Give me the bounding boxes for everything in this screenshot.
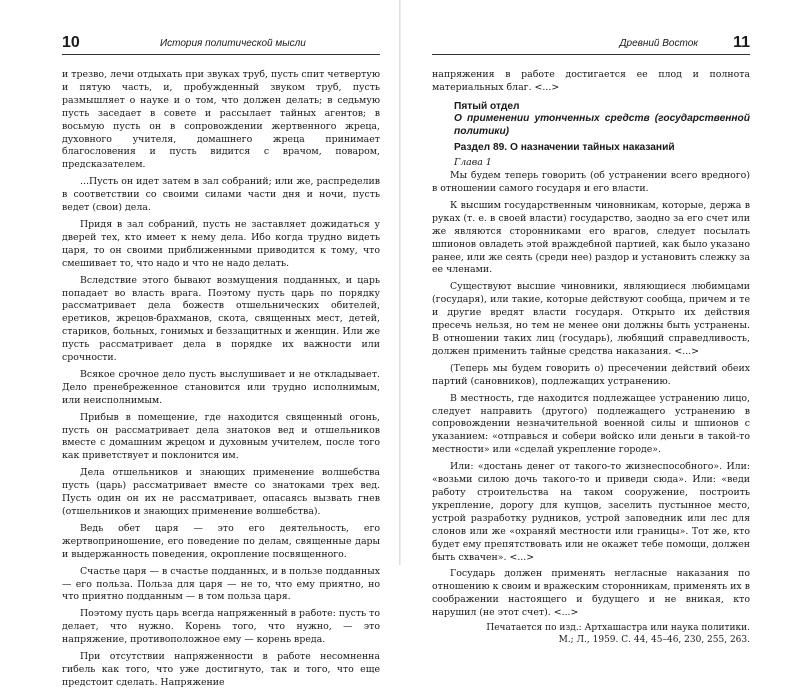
left-page-body [62,69,380,690]
paragraph: Ведь обет царя — это его деятельность, его жертвоприношение, его поведение по делам, священные дары и выдержанность поведения, окропление посвященного. [62,522,380,560]
citation-line: Печатается по изд.: Артхашастра или наука политики. [486,623,750,634]
paragraph: В местность, где находится подлежащее устранению лицо, следует направить (другого) подлежащего устранению в сопровождении незначительной военной силы и шпионов с указанием: «отправься и собери войско или деньги в такой-то местности» или «сделай укрепление городе». [432,392,750,456]
paragraph: и трезво, лечи отдыхать при звуках труб, пусть спит четвертую и пятую часть, и, пробужденный звуком труб, пусть размышляет о науке и о том, что должен делать; в седьмую пусть заседает в совете и рассылает тайных агентов; в восьмую пусть он в сопровождении жертвенного жреца, духовного учителя, домашнего жреца принимает благословения и пусть видится с врачом, поваром, предсказателем. [62,69,380,171]
paragraph: ...Пусть он идет затем в зал собраний; или же, распределив в соответствии со своими силами части дня и ночи, пусть ведет (свои) дела. [62,176,380,214]
paragraph: Существуют высшие чиновники, являющиеся любимцами (государя), или такие, которые действуют сообща, причем и те и другие вредят власти государя. Открыто их действия пресечь нельзя, но тем не менее они должны быть устранены. В отношении таких лиц (государь), любящий справедливость, должен применить тайные средства наказания. <...> [432,281,750,357]
right-page-body [432,69,750,646]
paragraph: Счастье царя — в счастье подданных, и в пользе подданных — его польза. Польза для царя — не то, что ему приятно, но что приятно подданным — в том польза царя. [62,565,380,603]
paragraph: К высшим государственным чиновникам, которые, держа в руках (т. е. в своей власти) государство, заодно за его счет или же являются сторонниками его врагов, следует посылать шпионов овладеть этой враждебной партией, как было указано ранее, или же сеять (среди нее) раздор и установить слежку за ее членами. [432,199,750,276]
right-page [400,0,800,646]
left-page [0,0,400,688]
citation [432,622,750,646]
paragraph: Всякое срочное дело пусть выслушивает и не откладывает. Дело пренебреженное становится или трудно исполнимым, или неисполнимым. [62,368,380,406]
running-head: Древний Восток [619,38,698,49]
right-page-header [432,30,750,55]
section-title: Пятый отдел [454,100,520,112]
paragraph: Придя в зал собраний, пусть не заставляет дожидаться у дверей тех, кто имеет к нему дела. Ибо когда трудно видеть царя, то он своими приближенными приводится к тому, что смешивает то, что надо и что не надо делать. [62,218,380,269]
left-page-header [62,30,380,55]
paragraph: При отсутствии напряженности в работе несомненна гибель как того, что уже достигнуто, так и того, что еще предстоит сделать. Напряжение [62,651,380,688]
paragraph: (Теперь мы будем говорить о) пресечении действий обеих партий (сановников), подлежащих устранению. [432,362,750,387]
chapter-heading: Раздел 89. О назначении тайных наказаний [454,142,675,154]
page-number: 10 [62,34,80,51]
paragraph: Мы будем теперь говорить (об устранении всего вредного) в отношении самого государя и его власти. [432,170,750,195]
paragraph: Или: «достань денег от такого-то жизнеспособного». Или: «возьми силою дочь такого-то и приведи сюда». Или: «веди работу строительства на таком сооружение, построить укрепление, дорогу для купцов, заселить пустынное место, устрой разработку рудников, устрой заповедник или лес для слонов или же «охраняй местности или границы». Тот же, кто будет ему препятствовать или не окажет тебе помощи, должен быть схвачен». <...> [432,461,750,563]
chapter-label: Глава 1 [454,157,492,169]
section-heading [454,101,750,139]
paragraph: Государь должен применять негласные наказания по отношению к своим и вражеским сторонникам, применять их в соображении настоящего и будущего и не вникая, кто нарушил (не этот счет). <...> [432,568,750,619]
paragraph: напряжения в работе достигается ее плод и полнота материальных благ. <...> [432,69,750,93]
running-head: История политической мысли [160,38,306,49]
paragraph: Прибыв в помещение, где находится священный огонь, пусть он рассматривает дела знатоков вед и отшельников вместе с домашним жрецом и духовным учителем, после того как приветствует и поклонится им. [62,411,380,462]
section-subtitle: О применении утонченных средств (государственной политики) [454,113,750,137]
citation-line: М.; Л., 1959. С. 44, 45–46, 230, 255, 263. [558,635,750,646]
page-number: 11 [733,34,750,51]
paragraph: Вследствие этого бывают возмущения подданных, и царь попадает во власть врага. Поэтому пусть царь по порядку рассматривает дела божеств отшельнических обителей, еретиков, жрецов-брахманов, скота, священных мест, детей, стариков, больных, гонимых и беззащитных и женщин. Или же пусть рассматривает дела в порядке их важности или срочности. [62,274,380,364]
paragraph: Поэтому пусть царь всегда напряженный в работе: пусть то делает, что нужно. Корень того, что нужно, — это напряжение, противоположное ему — корень вреда. [62,608,380,646]
paragraph: Дела отшельников и знающих применение волшебства пусть (царь) рассматривает вместе со знатоками трех вед. Пусть один он их не рассматривает, опасаясь вызвать гнев (отшельников и знающих применение волшебства). [62,467,380,517]
